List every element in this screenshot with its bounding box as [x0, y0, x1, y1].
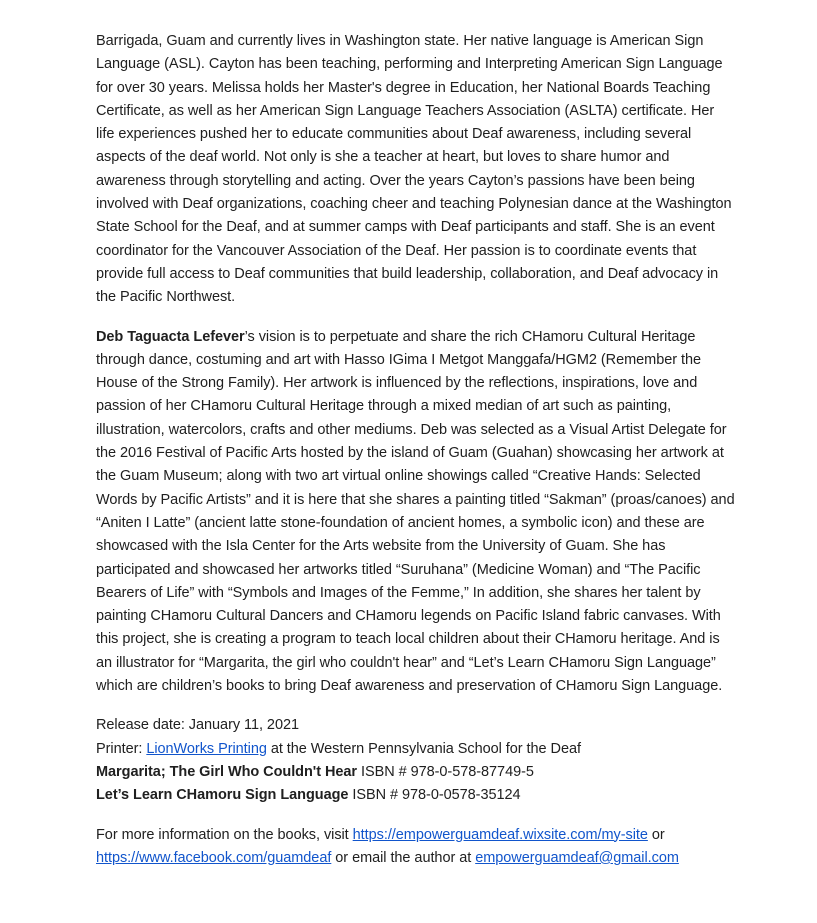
info-email-prefix: or email the author at — [331, 849, 476, 866]
bio-paragraph-cayton: Barrigada, Guam and currently lives in Washington state. Her native language is American Sign Language (ASL). Cayton has been teaching, performing and Interpreting American Sign Language for over 30 years. Melissa holds her Master's degree in Education, her National Boards Teaching Certificate, as well as her American Sign Language Teachers Association (ASLTA) certificate. Her life experiences pushed her to educate communities about Deaf awareness, including several aspects of the deaf world. Not only is she a teacher at heart, but loves to share humor and awareness through storytelling and acting. Over the years Cayton’s passions have been being involved with Deaf organizations, coaching cheer and teaching Polynesian dance at the Washington State School for the Deaf, and at summer camps with Deaf participants and staff. She is an event coordinator for the Vancouver Association of the Deaf. Her passion is to coordinate events that provide full access to Deaf communities that build leadership, collaboration, and Deaf advocacy in the Pacific Northwest. — [96, 33, 732, 306]
deb-name: Deb Taguacta Lefever — [96, 328, 245, 345]
bio-paragraph-deb — [96, 326, 736, 699]
book-details — [96, 714, 736, 807]
facebook-link[interactable]: https://www.facebook.com/guamdeaf — [96, 849, 332, 866]
printer-line — [96, 738, 736, 761]
book2-line — [96, 784, 736, 807]
book1-title: Margarita; The Girl Who Couldn't Hear — [96, 763, 357, 780]
release-date: Release date: January 11, 2021 — [96, 717, 299, 734]
deb-bio-text: ’s vision is to perpetuate and share the rich CHamoru Cultural Heritage through dance, costuming and art with Hasso IGima I Metgot Manggafa/HGM2 (Remember the House of the Strong Family). Her artwork is influenced by the reflections, inspirations, love and passion of her CHamoru Cultural Heritage through a mixed median of art such as painting, illustration, watercolors, crafts and other mediums. Deb was selected as a Visual Artist Delegate for the 2016 Festival of Pacific Arts hosted by the island of Guam (Guahan) showcasing her artwork at the Guam Museum; along with two art virtual online showings called “Creative Hands: Selected Words by Pacific Artists” and it is here that she shares a painting titled “Sakman” (proas/canoes) and “Aniten I Latte” (ancient latte stone-foundation of ancient homes, a symbolic icon) and these are showcased with the Isla Center for the Arts website from the University of Guam. She has participated and showcased her artworks titled “Suruhana” (Medicine Woman) and “The Pacific Bearers of Life” with “Symbols and Images of the Femme,” In addition, she shares her talent by painting CHamoru Cultural Dancers and CHamoru legends on Pacific Island fabric canvases. With this project, she is creating a program to teach local children about their CHamoru heritage. And is an illustrator for “Margarita, the girl who couldn't hear” and “Let’s Learn CHamoru Sign Language” which are children’s books to bring Deaf awareness and preservation of CHamoru Sign Language. — [96, 328, 735, 695]
book2-isbn: ISBN # 978-0-0578-35124 — [348, 787, 521, 804]
book2-title: Let’s Learn CHamoru Sign Language — [96, 787, 349, 804]
printer-suffix: at the Western Pennsylvania School for the Deaf — [266, 740, 581, 757]
more-info-paragraph — [96, 824, 736, 871]
document-page — [96, 30, 736, 870]
printer-prefix: Printer: — [96, 740, 147, 757]
wixsite-link[interactable]: https://empowerguamdeaf.wixsite.com/my-site — [352, 826, 648, 843]
info-or-1: or — [647, 826, 665, 843]
email-link[interactable]: empowerguamdeaf@gmail.com — [475, 849, 679, 866]
info-prefix: For more information on the books, visit — [96, 826, 353, 843]
book1-line — [96, 761, 736, 784]
book1-isbn: ISBN # 978-0-578-87749-5 — [357, 763, 534, 780]
lionworks-printing-link[interactable]: LionWorks Printing — [146, 740, 267, 757]
